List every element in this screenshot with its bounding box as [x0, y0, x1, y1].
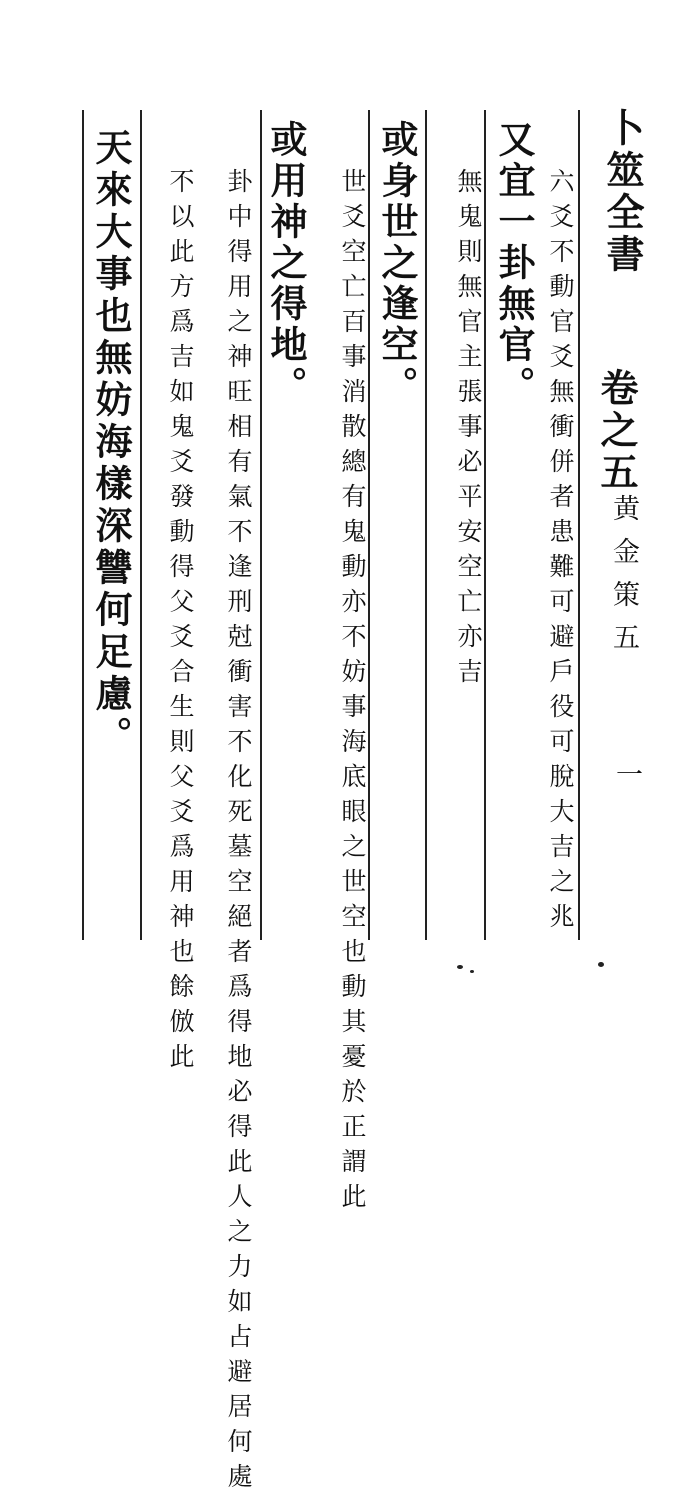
- column-rule: [260, 110, 262, 940]
- note-3-right: 卦中得用之神旺相有氣不逢刑尅衝害不化死墓空絕者爲得地必得此人之力如占避居何處: [224, 168, 253, 1498]
- section-label: 黄金策五: [608, 494, 639, 666]
- column-rule: [140, 110, 142, 940]
- folio-number: 一: [611, 760, 642, 794]
- main-verse: 天來大事也無妨海樣深讐何足慮。: [89, 128, 133, 758]
- note-1-right: 六爻不動官爻無衝併者患難可避戶役可脫大吉之兆: [546, 168, 575, 938]
- ink-speck: [457, 965, 463, 969]
- note-1-left: 無鬼則無官主張事必平安空亡亦吉: [454, 168, 483, 693]
- heading-3: 或用神之得地。: [264, 120, 308, 407]
- note-3-left: 不以此方爲吉如鬼爻發動得父爻合生則父爻爲用神也餘倣此: [166, 168, 195, 1078]
- book-title: 卜筮全書: [600, 108, 645, 276]
- volume-label: 卷之五: [594, 368, 639, 494]
- heading-2: 或身世之逢空。: [375, 120, 419, 407]
- column-rule: [578, 110, 580, 940]
- ink-speck: [470, 970, 474, 973]
- note-2: 世爻空亡百事消散總有鬼動亦不妨事海底眼之世空也動其憂於正謂此: [338, 168, 367, 1218]
- ink-speck: [598, 962, 604, 967]
- column-rule: [82, 110, 84, 940]
- heading-1: 又宜一卦無官。: [492, 120, 536, 407]
- column-rule: [425, 110, 427, 940]
- column-rule: [368, 110, 370, 940]
- column-rule: [484, 110, 486, 940]
